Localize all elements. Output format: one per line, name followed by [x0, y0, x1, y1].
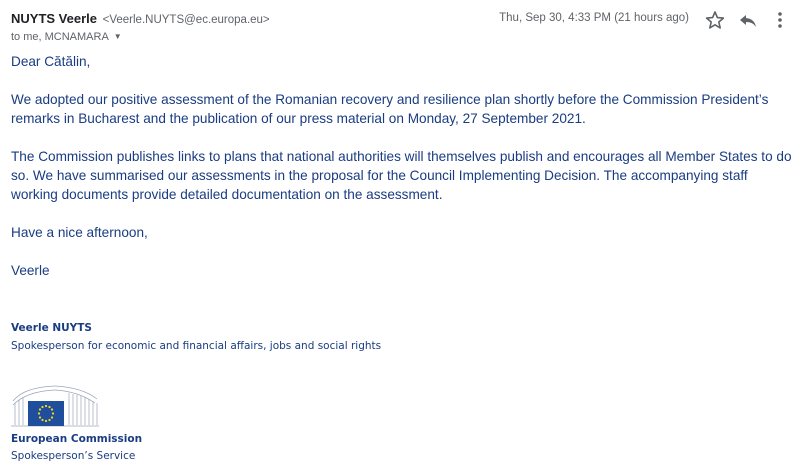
chevron-down-icon[interactable]: ▼	[113, 32, 122, 41]
reply-button[interactable]	[737, 10, 759, 30]
sender-line	[11, 10, 270, 29]
greeting: Dear Cătălin,	[11, 54, 91, 69]
closing-line: Have a nice afternoon,	[11, 225, 148, 240]
star-icon	[704, 10, 726, 30]
body-paragraph-1: We adopted our positive assessment of the Romanian recovery and resilience plan shortly before the Commission President’s remarks in Bucharest and the publication of our press material on Monday, 27 September 2021.	[11, 92, 769, 126]
recipients-label: to me, MCNAMARA	[11, 31, 109, 43]
more-options-button[interactable]	[769, 10, 791, 30]
sender-name[interactable]: NUYTS Veerle	[11, 11, 97, 26]
sign-off: Veerle	[11, 263, 50, 278]
european-commission-logo	[11, 383, 99, 427]
organisation-name: European Commission	[11, 433, 143, 445]
signature-block	[11, 321, 381, 354]
star-button[interactable]	[704, 10, 726, 30]
email-header	[11, 10, 791, 46]
recipient-line	[11, 30, 122, 44]
organisation-service: Spokesperson’s Service	[11, 450, 136, 462]
email-body	[11, 52, 793, 299]
signature-title: Spokesperson for economic and financial affairs, jobs and social rights	[11, 340, 382, 352]
more-vert-icon	[769, 10, 791, 30]
sender-email[interactable]: <Veerle.NUYTS@ec.europa.eu>	[102, 14, 270, 26]
body-paragraph-2: The Commission publishes links to plans that national authorities will themselves publish and encourages all Member States to do so. We have summarised our assessments in the proposal for the Council Implementing Decision. The accompanying staff working documents provide detailed documentation on the assessment.	[11, 149, 792, 202]
signature-name: Veerle NUYTS	[11, 322, 92, 334]
organisation-block	[11, 432, 142, 464]
email-date: Thu, Sep 30, 4:33 PM (21 hours ago)	[499, 12, 689, 24]
reply-icon	[737, 10, 759, 30]
